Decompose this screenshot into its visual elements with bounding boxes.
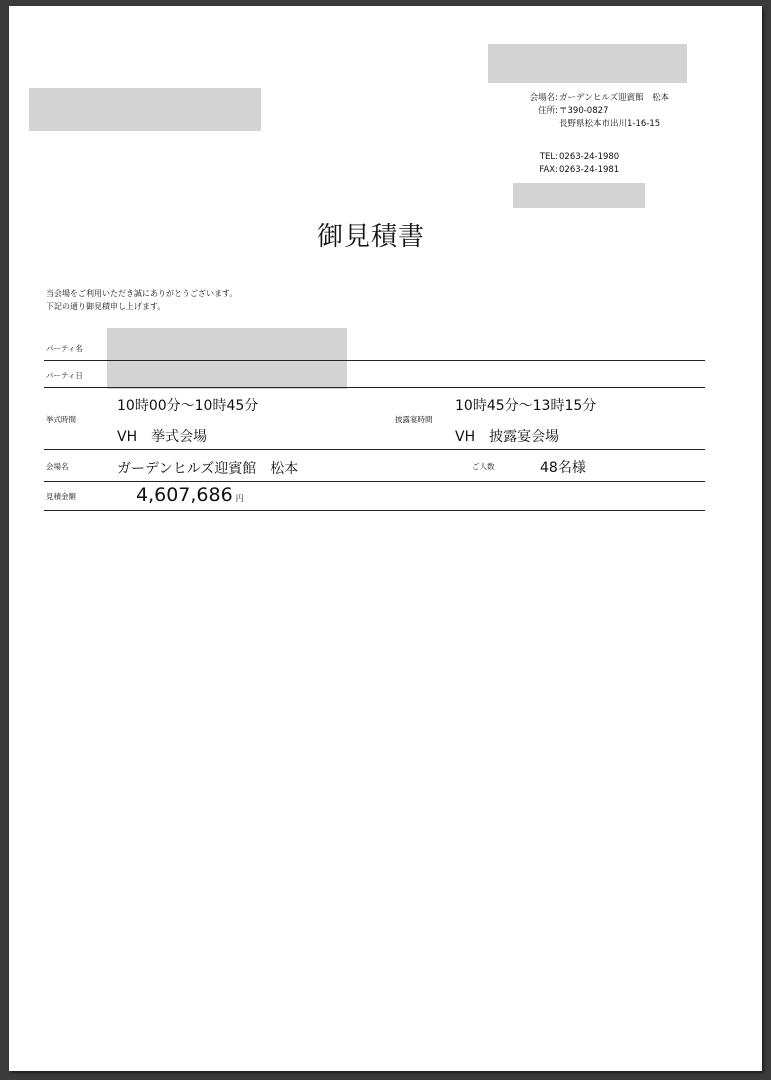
venue-spacer xyxy=(510,131,710,151)
ceremony-time-value: 10時00分～10時45分 xyxy=(117,398,259,414)
redacted-header-right xyxy=(488,44,687,83)
venue-name-label: 会場名: xyxy=(529,93,558,103)
venue-postal-row xyxy=(510,105,710,118)
party-date-label: パーティ日 xyxy=(46,371,83,380)
venue-fax-row xyxy=(510,164,710,177)
venue-postal-value: 〒390-0827 xyxy=(559,106,609,116)
ceremony-time-label: 挙式時間 xyxy=(46,415,76,424)
venue-fax-value: 0263-24-1981 xyxy=(559,165,620,175)
redacted-party-info xyxy=(107,328,347,389)
reception-venue-value: VH 披露宴会場 xyxy=(455,429,560,445)
party-name-label: パーティ名 xyxy=(46,344,83,353)
greeting-text xyxy=(46,287,237,313)
venue-name-value: ガーデンヒルズ迎賓館 松本 xyxy=(559,93,670,103)
amount-number: 4,607,686 xyxy=(136,484,233,506)
venue-tel-label: TEL: xyxy=(539,152,558,162)
venue-address-label: 住所: xyxy=(538,106,558,116)
greeting-line-1: 当会場をご利用いただき誠にありがとうございます。 xyxy=(46,289,238,298)
divider-line xyxy=(44,510,705,511)
venue-name-row xyxy=(510,92,710,105)
divider-line xyxy=(44,387,705,388)
guests-label: ご人数 xyxy=(472,462,495,471)
reception-time-value: 10時45分～13時15分 xyxy=(455,398,597,414)
guests-value: 48名様 xyxy=(540,460,586,476)
divider-line xyxy=(44,449,705,450)
venue-tel-value: 0263-24-1980 xyxy=(559,152,620,162)
redacted-customer-name xyxy=(29,88,261,131)
venue-tel-row xyxy=(510,151,710,164)
venue-label: 会場名 xyxy=(46,462,69,471)
divider-line xyxy=(44,481,705,482)
venue-fax-label: FAX: xyxy=(539,165,558,175)
reception-time-label: 披露宴時間 xyxy=(395,415,433,424)
venue-address-row xyxy=(510,118,710,131)
venue-address-value: 長野県松本市出川1-16-15 xyxy=(559,119,661,129)
divider-line xyxy=(44,360,705,361)
greeting-line-2: 下記の通り御見積申し上げます。 xyxy=(46,302,166,311)
ceremony-venue-value: VH 挙式会場 xyxy=(117,429,208,445)
amount-value xyxy=(136,484,244,506)
amount-unit: 円 xyxy=(235,494,244,503)
document-title: 御見積書 xyxy=(316,222,425,252)
venue-value: ガーデンヒルズ迎賓館 松本 xyxy=(117,461,299,477)
document-page xyxy=(9,6,762,1071)
venue-contact-block xyxy=(510,92,710,177)
amount-label: 見積金額 xyxy=(46,492,76,501)
redacted-staff-name xyxy=(513,183,645,208)
